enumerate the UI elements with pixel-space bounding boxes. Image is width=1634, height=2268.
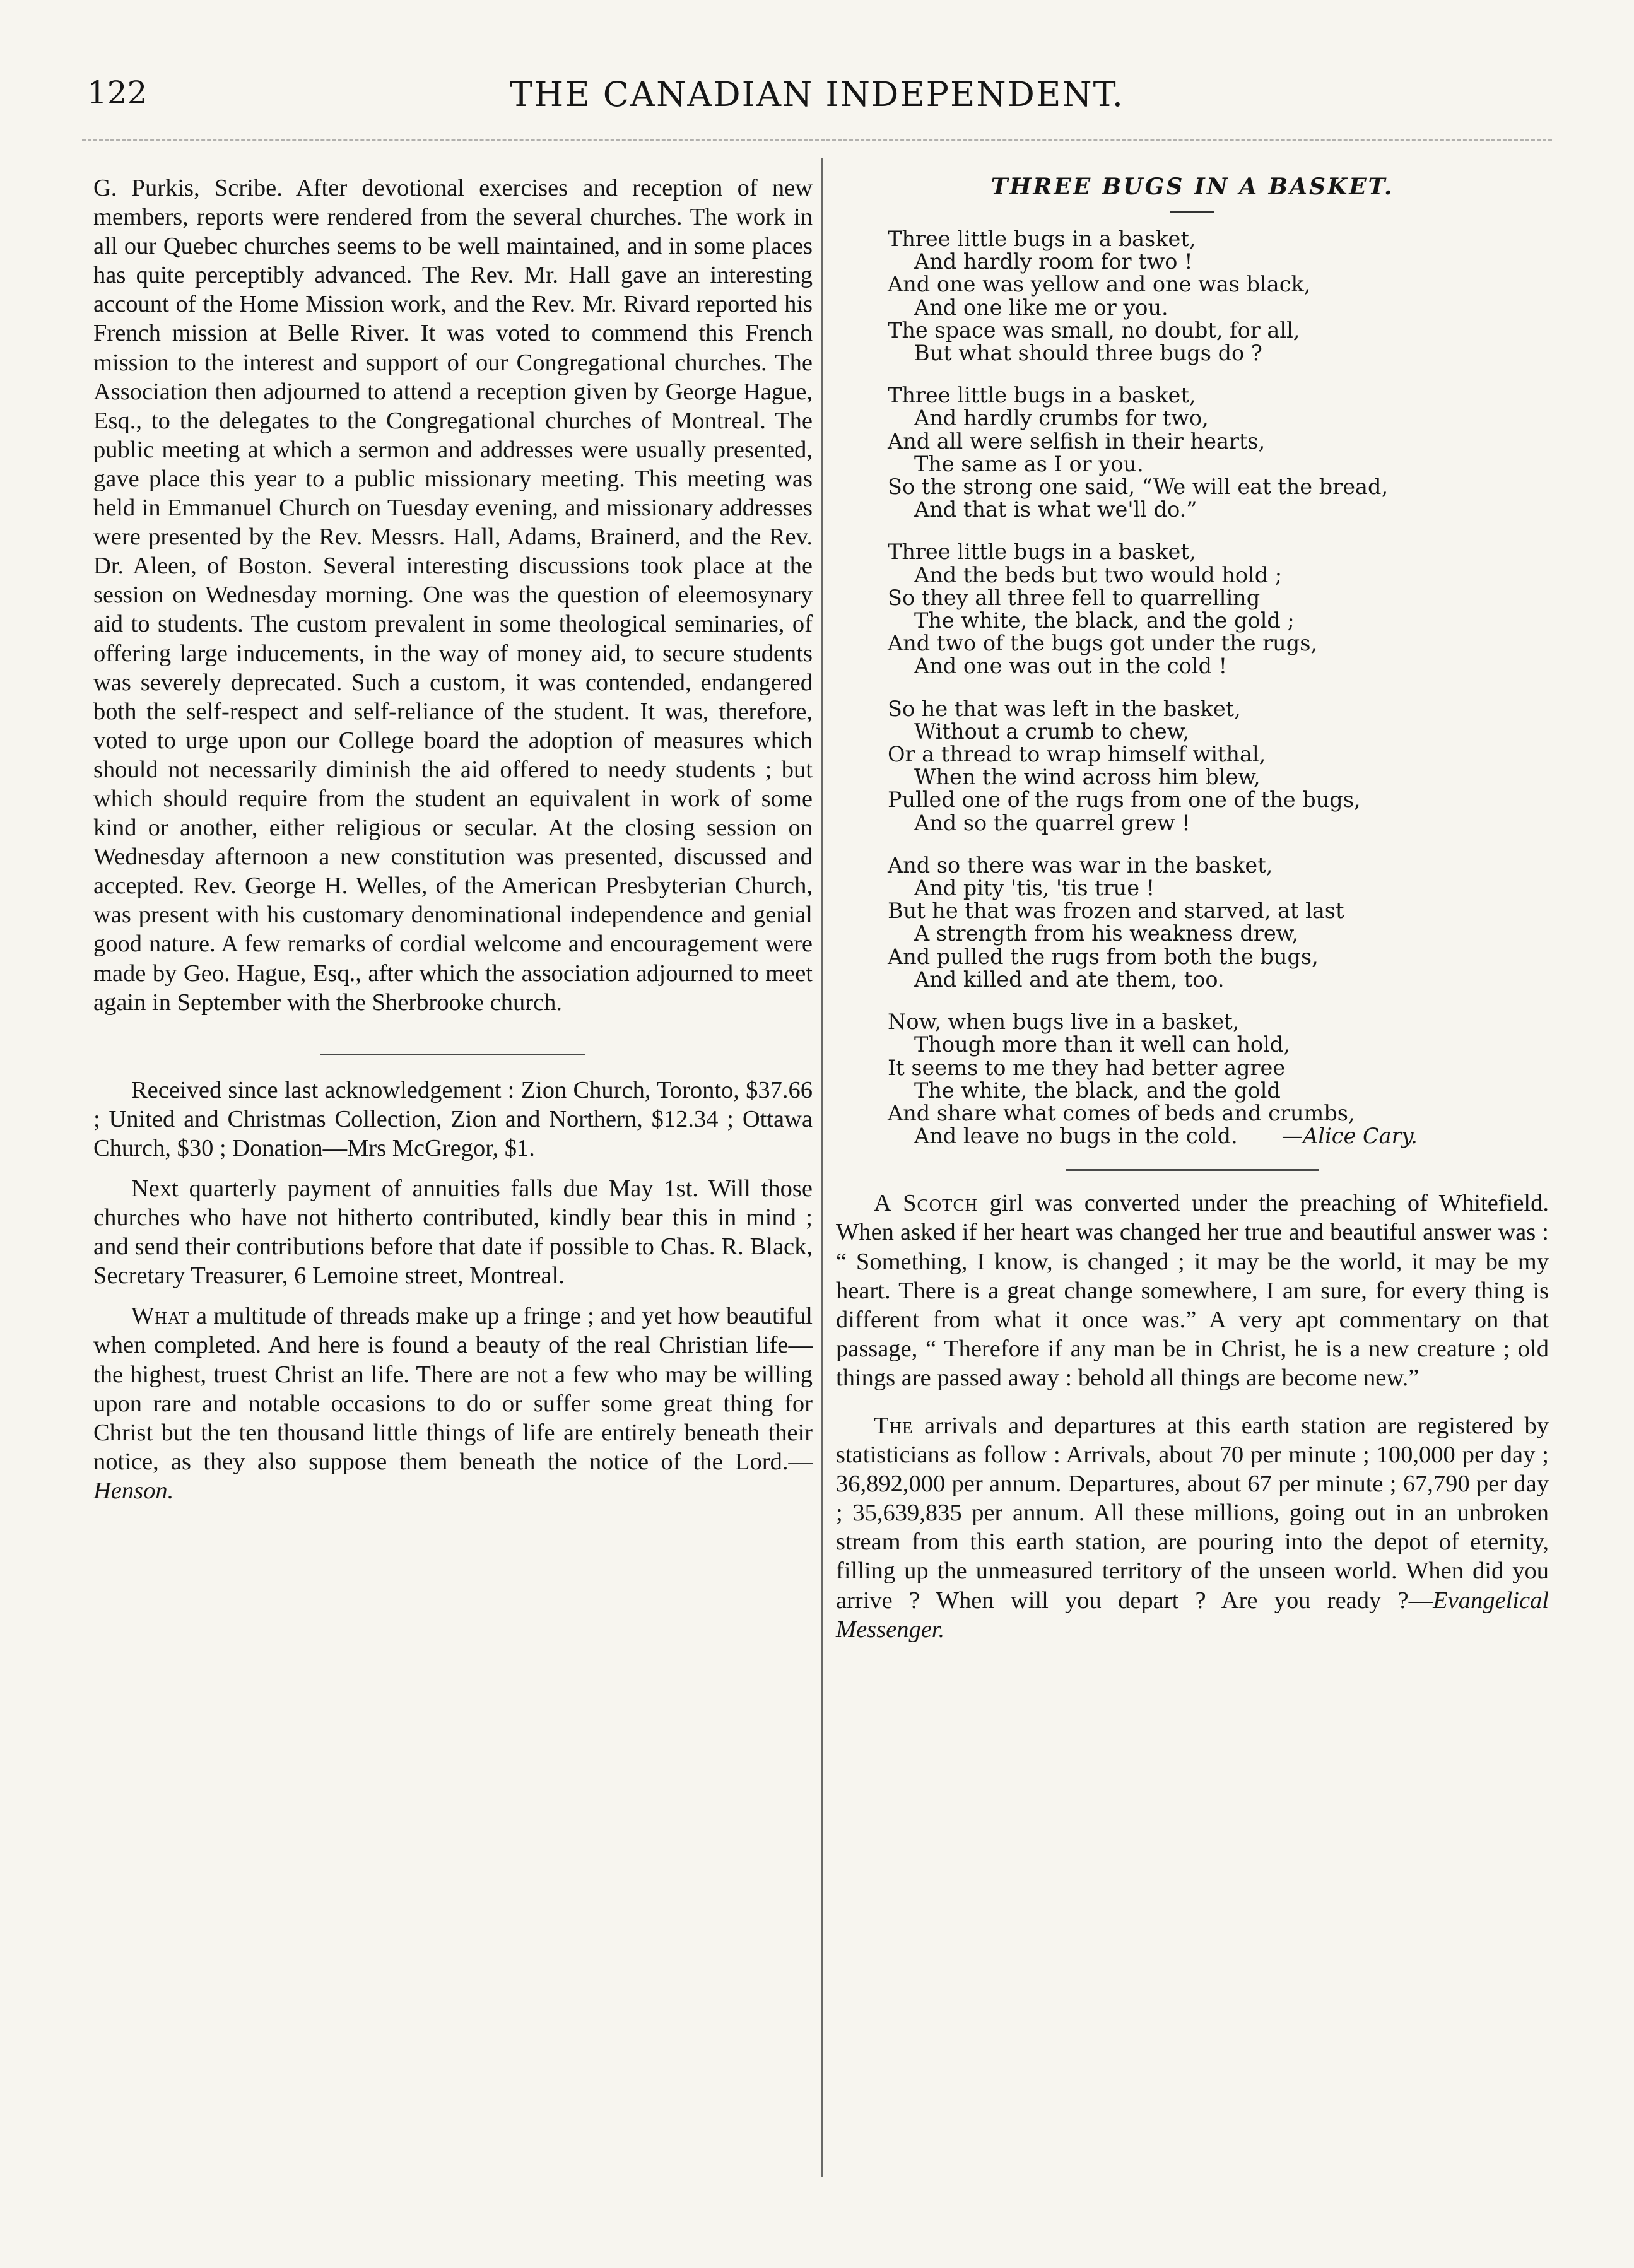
poem-line: And all were selfish in their hearts, xyxy=(888,428,1266,454)
arrivals-departures-paragraph xyxy=(836,1411,1549,1644)
page-number: 122 xyxy=(87,74,148,111)
poem-line: The white, the black, and the gold ; xyxy=(914,608,1295,633)
poem-line: And that is what we'll do.” xyxy=(914,497,1197,522)
paragraph-body: arrivals and departures at this earth station are registered by statisticians as follow : Arrivals, about 70 per minute ; 100,000 per day ; 36,892,000 per annum. Departures, about 67 per minute ; 67,790 per day ; 35,639,835 per annum. All these millions, going out in an unbroken stream from this earth station, are pouring into the depot of eternity, filling up the unmeasured territory of the unseen world. When did you arrive ? When will you depart ? Are you ready ?— xyxy=(836,1412,1549,1614)
poem-line: Three little bugs in a basket, xyxy=(888,539,1196,565)
scotch-girl-paragraph xyxy=(836,1189,1549,1392)
lead-word: What xyxy=(131,1303,190,1330)
poem-line: Though more than it well can hold, xyxy=(914,1032,1290,1057)
quote-attribution: Evangelical Messenger. xyxy=(836,1587,1549,1643)
poem-line: So they all three fell to quarrelling xyxy=(888,585,1261,610)
poem-line: And the beds but two would hold ; xyxy=(914,562,1283,587)
poem-line: And hardly crumbs for two, xyxy=(914,406,1209,431)
paragraph-body: girl was converted under the preaching of Whitefield. When asked if her heart was changed her true and beautiful answer was : “ Something, I know, is changed ; it may be the world, it may be my heart. There is a great change somewhere, I am sure, for every thing is different from what it once was.” A very apt commentary on that passage, “ Therefore if any man be in Christ, he is a new creature ; old things are passed away : behold all things are become new.” xyxy=(836,1190,1549,1391)
poem-line: And leave no bugs in the cold. —Alice Cary. xyxy=(914,1124,1418,1149)
quote-attribution: Henson. xyxy=(93,1477,174,1504)
poem-line: And share what comes of beds and crumbs, xyxy=(888,1100,1355,1125)
right-column xyxy=(836,173,1549,1644)
poem-body xyxy=(836,228,1549,1148)
annuities-paragraph: Next quarterly payment of annuities falls due May 1st. Will those churches who have not hitherto contributed, kindly bear this in mind ; and send their contributions before that date if possible to Chas. R. Black, Secretary Treasurer, 6 Lemoine street, Montreal. xyxy=(93,1175,813,1290)
poem-stanza xyxy=(888,541,1549,678)
poem-line: So he that was left in the basket, xyxy=(888,696,1241,721)
poem-line: So the strong one said, “We will eat the bread, xyxy=(888,474,1389,500)
journal-title: THE CANADIAN INDEPENDENT. xyxy=(510,74,1124,114)
poem-line: Without a crumb to chew, xyxy=(914,719,1190,744)
lead-word: A Scotch xyxy=(874,1190,979,1217)
poem-line: The same as I or you. xyxy=(914,451,1144,476)
poem-stanza xyxy=(888,1011,1549,1148)
header-rule xyxy=(82,139,1552,141)
poem-line: And one was out in the cold ! xyxy=(914,654,1228,679)
left-column xyxy=(93,173,813,1505)
acknowledgement-paragraph: Received since last acknowledgement : Zion Church, Toronto, $37.66 ; United and Christmas Collection, Zion and Northern, $12.34 ; Ottawa Church, $30 ; Donation—Mrs McGregor, $1. xyxy=(93,1076,813,1161)
paragraph-body: a multitude of threads make up a fringe ; and yet how beautiful when completed. And here is found a beauty of the real Christian life—the highest, truest Christ an life. There are not a few who may be willing upon rare and notable occasions to do or suffer some great thing for Christ but the ten thousand little things of life are entirely beneath their notice, as they also suppose them beneath the notice of the Lord.— xyxy=(93,1303,813,1475)
poem-line: And hardly room for two ! xyxy=(914,249,1193,274)
poem-line: Or a thread to wrap himself withal, xyxy=(888,742,1266,767)
poem-title: THREE BUGS IN A BASKET. xyxy=(990,173,1394,200)
poem-line: And one was yellow and one was black, xyxy=(888,272,1311,297)
section-rule xyxy=(1066,1169,1319,1171)
poem-stanza xyxy=(888,384,1549,521)
poem-line: And pity 'tis, 'tis true ! xyxy=(914,876,1155,901)
poem-line: And so the quarrel grew ! xyxy=(914,810,1190,835)
poem-line: And two of the bugs got under the rugs, xyxy=(888,631,1318,656)
poem-line: The space was small, no doubt, for all, xyxy=(888,317,1300,343)
lead-word: The xyxy=(874,1412,914,1439)
poem-line: And so there was war in the basket, xyxy=(888,852,1273,878)
poem-line: Three little bugs in a basket, xyxy=(888,226,1196,251)
poem-line: It seems to me they had better agree xyxy=(888,1055,1286,1080)
poem-stanza xyxy=(888,698,1549,835)
running-head xyxy=(82,74,1552,119)
column-divider xyxy=(821,158,823,2177)
association-report-paragraph: G. Purkis, Scribe. After devotional exercises and reception of new members, reports were rendered from the several churches. The work in all our Quebec churches seems to be well maintained, and in some places has quite perceptibly advanced. The Rev. Mr. Hall gave an interesting account of the Home Mission work, and the Rev. Mr. Rivard reported his French mission at Belle River. It was voted to commend this French mission to the interest and support of our Congregational churches. The Association then adjourned to attend a reception given by George Hague, Esq., to the delegates to the Congregational churches of Montreal. The public meeting at which a sermon and addresses were usually presented, gave place this year to a public missionary meeting. This meeting was held in Emmanuel Church on Tuesday evening, and missionary addresses were presented by the Rev. Messrs. Hall, Adams, Brainerd, and the Rev. Dr. Aleen, of Boston. Several interesting discussions took place at the session on Wednesday morning. One was the question of eleemosynary aid to students. The custom prevalent in some theological seminaries, of offering large inducements, in the way of money aid, to secure students was severely deprecated. Such a custom, it was contended, endangered both the self-respect and self-reliance of the student. It was, therefore, voted to urge upon our College board the adoption of measures which should not necessarily diminish the aid offered to needy students ; but which should require from the student an equivalent in work of some kind or another, either religious or secular. At the closing session on Wednesday afternoon a new constitution was presented, discussed and accepted. Rev. George H. Welles, of the American Presbyterian Church, was present with his customary denominational independence and genial good nature. A few remarks of cordial welcome and encouragement were made by Geo. Hague, Esq., after which the association adjourned to meet again in September with the Sherbrooke church. xyxy=(93,175,813,1016)
poem-stanza xyxy=(888,854,1549,991)
poem-line: A strength from his weakness drew, xyxy=(914,921,1299,946)
poem-attribution: —Alice Cary. xyxy=(1281,1124,1418,1149)
poem-line: And one like me or you. xyxy=(914,295,1168,320)
poem-line: Three little bugs in a basket, xyxy=(888,383,1196,408)
fringe-paragraph xyxy=(93,1301,813,1505)
section-rule xyxy=(320,1054,585,1055)
poem-line: The white, the black, and the gold xyxy=(914,1078,1281,1103)
poem-line: When the wind across him blew, xyxy=(914,765,1261,790)
poem-line: But what should three bugs do ? xyxy=(914,341,1262,366)
poem-line: And killed and ate them, too. xyxy=(914,967,1225,992)
poem-stanza xyxy=(888,228,1549,365)
poem-line: Pulled one of the rugs from one of the bugs, xyxy=(888,787,1361,813)
poem-line: And pulled the rugs from both the bugs, xyxy=(888,944,1319,969)
poem-title-dash xyxy=(1170,211,1214,213)
poem-line: But he that was frozen and starved, at last xyxy=(888,898,1344,924)
poem-line: Now, when bugs live in a basket, xyxy=(888,1009,1240,1035)
